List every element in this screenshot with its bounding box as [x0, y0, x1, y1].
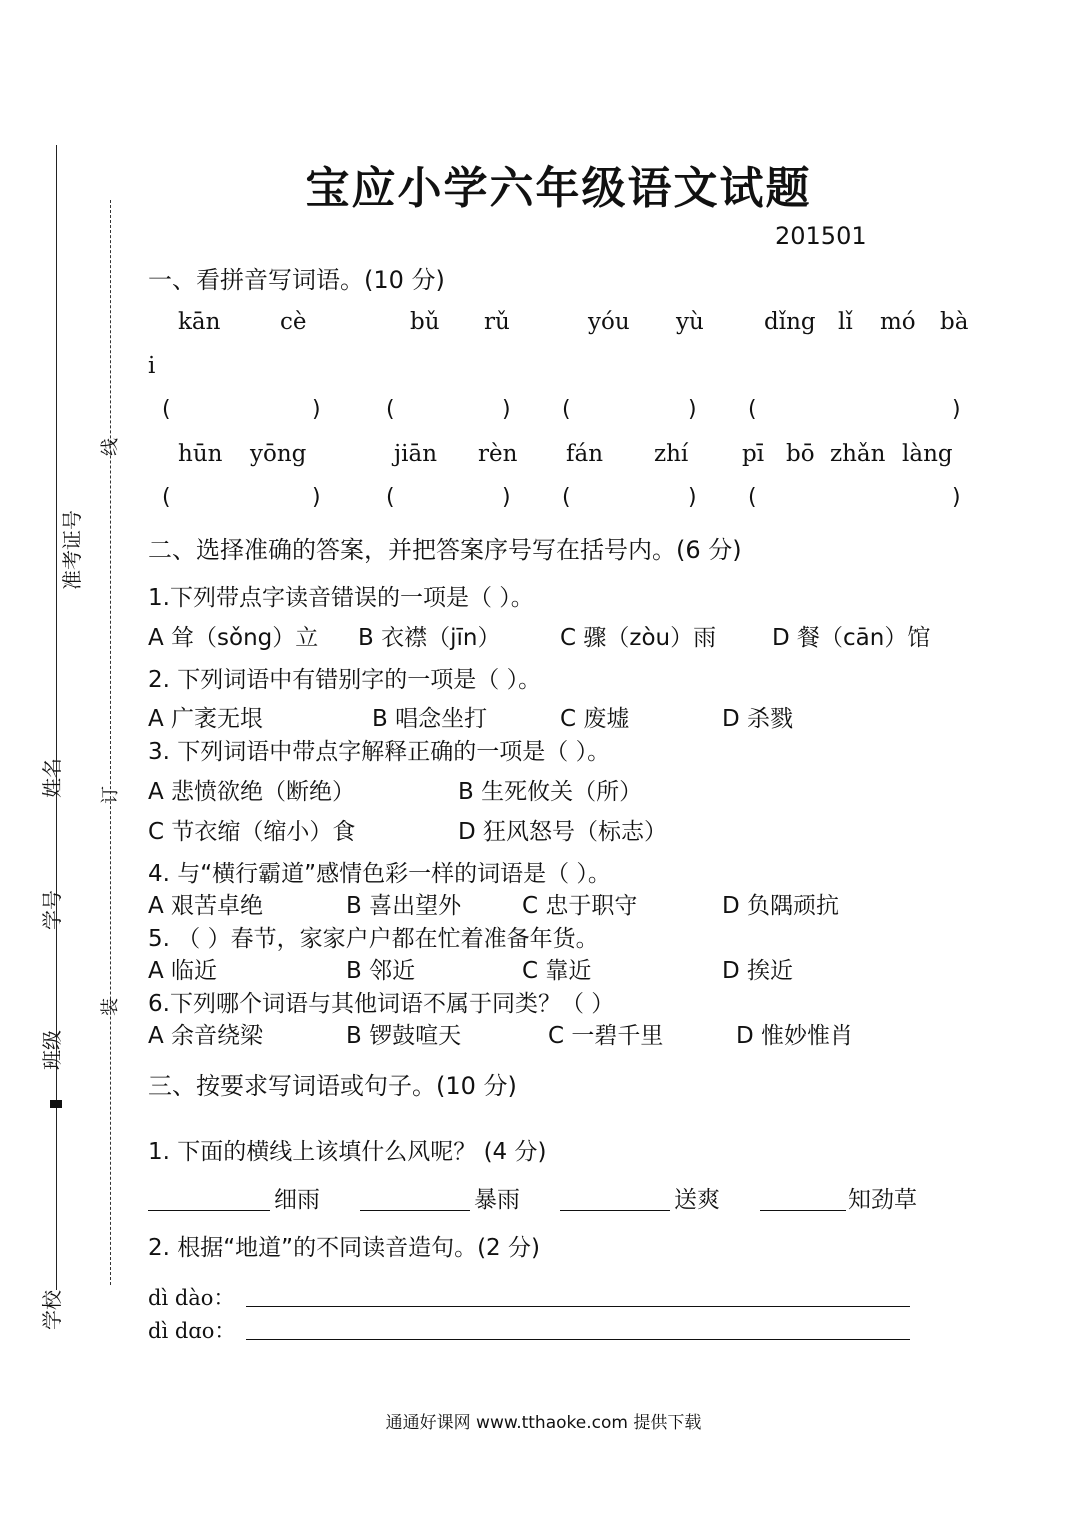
- question-4: 4. 与“横行霸道”感情色彩一样的词语是（ ）。: [148, 861, 611, 887]
- margin-label-name: 姓名: [40, 758, 64, 798]
- pinyin: bà: [940, 309, 969, 335]
- pinyin: jiān: [394, 441, 438, 467]
- question-5: 5. （ ）春节，家家户户都在忙着准备年货。: [148, 926, 599, 952]
- option: D 惟妙惟肖: [736, 1023, 854, 1049]
- paren-open: (: [386, 397, 395, 422]
- option: D 狂风怒号（标志）: [458, 819, 668, 845]
- paren-open: (: [386, 485, 395, 510]
- pinyin: fán: [566, 441, 604, 467]
- paren-open: (: [562, 485, 571, 510]
- fill-word: 细雨: [274, 1187, 320, 1213]
- fill-blank[interactable]: [560, 1210, 670, 1211]
- pinyin: lǐ: [838, 309, 853, 335]
- question-3-1: 1. 下面的横线上该填什么风呢？ (4 分): [148, 1139, 547, 1165]
- option: C 忠于职守: [522, 893, 638, 919]
- option: A 广袤无垠: [148, 706, 264, 732]
- paren-open: (: [562, 397, 571, 422]
- pinyin: yóu: [588, 309, 630, 335]
- option: B 衣襟（jīn）: [358, 625, 501, 651]
- pinyin: hūn: [178, 441, 223, 467]
- option: B 邻近: [346, 958, 416, 984]
- paren-close: ): [952, 397, 961, 422]
- fill-blank[interactable]: [148, 1210, 270, 1211]
- question-1: 1.下列带点字读音错误的一项是（ ）。: [148, 585, 534, 611]
- option: B 生死攸关（所）: [458, 779, 643, 805]
- pinyin: rǔ: [484, 309, 510, 335]
- pinyin: bǔ: [410, 309, 440, 335]
- fill-word: 暴雨: [474, 1187, 520, 1213]
- fill-blank[interactable]: [760, 1210, 846, 1211]
- pinyin: rèn: [478, 441, 518, 467]
- option: D 负隅顽抗: [722, 893, 840, 919]
- question-3-2: 2. 根据“地道”的不同读音造句。(2 分): [148, 1235, 540, 1261]
- section2-heading: 二、选择准确的答案，并把答案序号写在括号内。(6 分): [148, 536, 742, 564]
- sentence-line-2[interactable]: [246, 1339, 910, 1340]
- pinyin: bō: [786, 441, 815, 467]
- pinyin: yōng: [250, 441, 307, 467]
- pinyin: pī: [742, 441, 765, 467]
- option: A 耸（sǒng）立: [148, 625, 319, 651]
- binding-solid-line: [56, 145, 57, 1290]
- paren-close: ): [312, 397, 321, 422]
- option: A 余音绕梁: [148, 1023, 264, 1049]
- margin-mark-bar: [50, 1100, 62, 1108]
- fill-word: 知劲草: [848, 1187, 917, 1213]
- option: B 锣鼓喧天: [346, 1023, 462, 1049]
- option: C 一碧千里: [548, 1023, 664, 1049]
- option: A 悲愤欲绝（断绝）: [148, 779, 356, 805]
- pinyin: làng: [902, 441, 953, 467]
- paren-close: ): [688, 485, 697, 510]
- reading-label-2: dì dɑo：: [148, 1319, 236, 1343]
- fill-blank[interactable]: [360, 1210, 470, 1211]
- question-2: 2. 下列词语中有错别字的一项是（ ）。: [148, 667, 542, 693]
- option: B 喜出望外: [346, 893, 462, 919]
- exam-date: 201501: [775, 222, 867, 250]
- option: B 唱念坐打: [372, 706, 488, 732]
- paren-close: ): [312, 485, 321, 510]
- option: C 骤（zòu）雨: [560, 625, 717, 651]
- question-6: 6.下列哪个词语与其他词语不属于同类？（ ）: [148, 991, 615, 1017]
- sentence-line-1[interactable]: [246, 1306, 910, 1307]
- paren-close: ): [952, 485, 961, 510]
- margin-mark-staple: 装: [100, 998, 121, 1016]
- option: D 餐（cān）馆: [772, 625, 931, 651]
- reading-label-1: dì dào：: [148, 1286, 235, 1310]
- pinyin: dǐng: [764, 309, 816, 335]
- margin-mark-line: 线: [100, 438, 121, 456]
- option: A 艰苦卓绝: [148, 893, 264, 919]
- exam-title: 宝应小学六年级语文试题: [305, 163, 812, 214]
- option: D 挨近: [722, 958, 794, 984]
- option: C 靠近: [522, 958, 592, 984]
- pinyin: zhǎn: [830, 441, 886, 467]
- binding-dashed-line: [110, 200, 111, 1285]
- pinyin: zhí: [654, 441, 689, 467]
- margin-mark-bind: 订: [100, 786, 121, 804]
- paren-open: (: [748, 397, 757, 422]
- paren-close: ): [688, 397, 697, 422]
- pinyin: mó: [880, 309, 916, 335]
- fill-word: 送爽: [674, 1187, 720, 1213]
- paren-open: (: [162, 485, 171, 510]
- footer-source: 通通好课网 www.tthaoke.com 提供下载: [385, 1413, 702, 1433]
- paren-close: ): [502, 485, 511, 510]
- margin-label-school: 学校: [40, 1290, 64, 1330]
- margin-label-student-number: 学号: [40, 890, 64, 930]
- paren-close: ): [502, 397, 511, 422]
- option: A 临近: [148, 958, 218, 984]
- pinyin: cè: [280, 309, 307, 335]
- pinyin: i: [148, 353, 156, 379]
- margin-label-exam-number: 准考证号: [60, 510, 84, 590]
- paren-open: (: [162, 397, 171, 422]
- question-3: 3. 下列词语中带点字解释正确的一项是（ ）。: [148, 739, 611, 765]
- option: C 节衣缩（缩小）食: [148, 819, 356, 845]
- option: C 废墟: [560, 706, 630, 732]
- margin-label-class: 班级: [40, 1030, 64, 1070]
- section1-heading: 一、看拼音写词语。(10 分): [148, 266, 445, 294]
- paren-open: (: [748, 485, 757, 510]
- pinyin: kān: [178, 309, 221, 335]
- pinyin: yù: [676, 309, 704, 335]
- option: D 杀戮: [722, 706, 794, 732]
- section3-heading: 三、按要求写词语或句子。(10 分): [148, 1072, 517, 1100]
